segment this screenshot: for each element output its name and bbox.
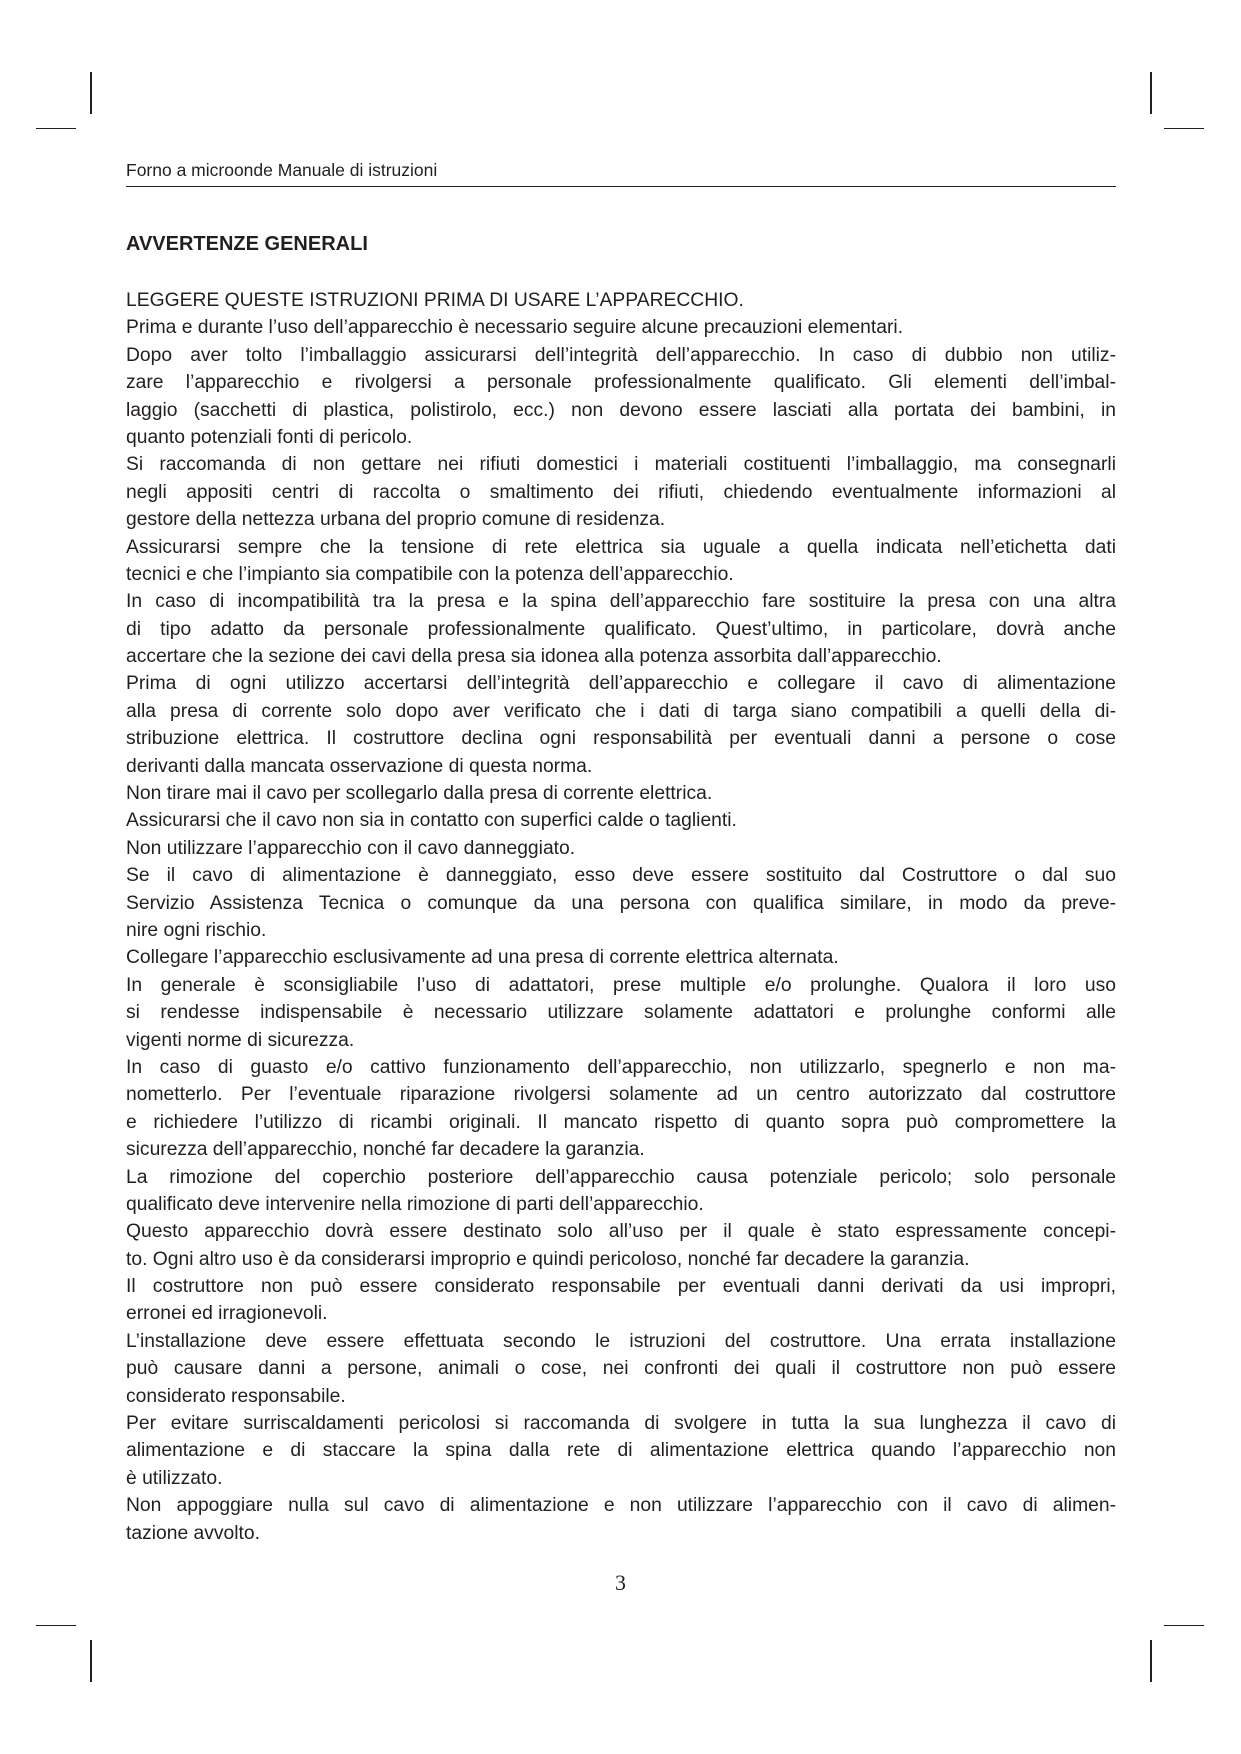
paragraph [126,670,1116,780]
paragraph-line: Non tirare mai il cavo per scollegarlo dalla presa di corrente elettrica. [126,783,713,805]
section-heading: AVVERTENZE GENERALI [126,233,368,255]
paragraph [126,1410,1116,1492]
paragraph-line: sicurezza dell’apparecchio, nonché far decadere la garanzia. [126,1139,645,1161]
paragraph-line: La rimozione del coperchio posteriore dell’apparecchio causa potenziale pericolo; solo personale [126,1166,1116,1188]
paragraph [126,835,1116,862]
paragraph [126,944,1116,971]
paragraph-line: di tipo adatto da personale professionalmente qualificato. Quest’ultimo, in particolare, dovrà anche [126,618,1116,640]
paragraph-line: Prima di ogni utilizzo accertarsi dell’integrità dell’apparecchio e collegare il cavo di alimentazione [126,673,1116,695]
paragraph [126,1218,1116,1273]
paragraph [126,1492,1116,1547]
paragraph-line: Si raccomanda di non gettare nei rifiuti domestici i materiali costituenti l’imballaggio, ma consegnarli [126,454,1116,476]
paragraph-line: Prima e durante l’uso dell’apparecchio è necessario seguire alcune precauzioni elementari. [126,317,904,339]
paragraph [126,314,1116,341]
paragraph-line: gestore della nettezza urbana del proprio comune di residenza. [126,509,666,531]
paragraph-line: zare l’apparecchio e rivolgersi a personale professionalmente qualificato. Gli elementi dell’imbal- [126,372,1116,394]
paragraph-line: In generale è sconsigliabile l’uso di adattatori, prese multiple e/o prolunghe. Qualora il loro uso [126,974,1116,996]
paragraph-line: Servizio Assistenza Tecnica o comunque da una persona con qualifica similare, in modo da preve- [126,892,1116,914]
paragraph-line: tecnici e che l’impianto sia compatibile con la potenza dell’apparecchio. [126,563,734,585]
paragraph [126,807,1116,834]
crop-mark-top-right-h [1164,128,1204,129]
paragraph-line: vigenti norme di sicurezza. [126,1029,355,1051]
paragraph-line: to. Ogni altro uso è da considerarsi improprio e quindi pericoloso, nonché far decadere la garanzia. [126,1248,970,1270]
crop-mark-top-right [1150,72,1152,114]
paragraph-line: accertare che la sezione dei cavi della presa sia idonea alla potenza assorbita dall’apparecchio. [126,646,942,668]
paragraph [126,972,1116,1054]
paragraph-line: e richiedere l’utilizzo di ricambi originali. Il mancato rispetto di quanto sopra può compromettere la [126,1111,1116,1133]
paragraph [126,342,1116,452]
crop-mark-bottom-right-h [1164,1625,1204,1626]
crop-mark-bottom-left-h [36,1625,76,1626]
paragraph-line: nire ogni rischio. [126,919,267,941]
paragraph-line: tazione avvolto. [126,1522,260,1544]
paragraph-line: Questo apparecchio dovrà essere destinato solo all’uso per il quale è stato espressamente concepi- [126,1221,1116,1243]
paragraph-line: In caso di incompatibilità tra la presa e la spina dell’apparecchio fare sostituire la presa con una altra [126,591,1116,613]
paragraph-line: Il costruttore non può essere considerato responsabile per eventuali danni derivati da usi impropri, [126,1276,1116,1298]
paragraph-line: Collegare l’apparecchio esclusivamente ad una presa di corrente elettrica alternata. [126,947,839,969]
paragraph-line: erronei ed irragionevoli. [126,1303,328,1325]
crop-mark-bottom-right [1150,1640,1152,1682]
paragraph [126,588,1116,670]
paragraph-line: LEGGERE QUESTE ISTRUZIONI PRIMA DI USARE L’APPARECCHIO. [126,290,744,311]
paragraph-line: Assicurarsi sempre che la tensione di rete elettrica sia uguale a quella indicata nell’etichetta dati [126,536,1116,558]
page-number: 3 [615,1570,626,1595]
crop-mark-top-left-h [36,128,76,129]
paragraph-line: In caso di guasto e/o cattivo funzionamento dell’apparecchio, non utilizzarlo, spegnerlo e non ma- [126,1056,1116,1078]
crop-mark-top-left [90,72,92,114]
paragraph [126,1164,1116,1219]
paragraph-line: considerato responsabile. [126,1385,346,1407]
paragraph-line: L’installazione deve essere effettuata secondo le istruzioni del costruttore. Una errata installazione [126,1330,1116,1352]
paragraph-line: derivanti dalla mancata osservazione di questa norma. [126,755,593,777]
paragraph-line: Se il cavo di alimentazione è danneggiato, esso deve essere sostituito dal Costruttore o dal suo [126,865,1116,887]
paragraph-line: quanto potenziali fonti di pericolo. [126,426,413,448]
header-rule [126,186,1116,187]
paragraph [126,862,1116,944]
paragraph-line: stribuzione elettrica. Il costruttore declina ogni responsabilità per eventuali danni a persone o cose [126,728,1116,750]
paragraph-line: laggio (sacchetti di plastica, polistirolo, ecc.) non devono essere lasciati alla portata dei bambini, in [126,399,1116,421]
header-title: Forno a microonde Manuale di istruzioni [126,160,438,180]
paragraph-line: Non appoggiare nulla sul cavo di alimentazione e non utilizzare l’apparecchio con il cavo di alimen- [126,1495,1116,1517]
paragraph-line: alla presa di corrente solo dopo aver verificato che i dati di targa siano compatibili a quelli della di- [126,700,1116,722]
paragraph [126,780,1116,807]
paragraph-line: Assicurarsi che il cavo non sia in contatto con superfici calde o taglienti. [126,810,737,832]
paragraph-line: alimentazione e di staccare la spina dalla rete di alimentazione elettrica quando l’apparecchio non [126,1440,1116,1462]
paragraph-line: Non utilizzare l’apparecchio con il cavo danneggiato. [126,837,576,859]
paragraph-line: Per evitare surriscaldamenti pericolosi si raccomanda di svolgere in tutta la sua lunghezza il cavo di [126,1413,1116,1435]
paragraph [126,287,1116,314]
crop-mark-bottom-left [90,1640,92,1682]
paragraph-line: si rendesse indispensabile è necessario utilizzare solamente adattatori e prolunghe conformi alle [126,1002,1116,1024]
body-text [126,287,1116,1547]
paragraph-line: può causare danni a persone, animali o cose, nei confronti dei quali il costruttore non può essere [126,1358,1116,1380]
paragraph-line: qualificato deve intervenire nella rimozione di parti dell’apparecchio. [126,1193,704,1215]
paragraph-line: Dopo aver tolto l’imballaggio assicurarsi dell’integrità dell’apparecchio. In caso di dubbio non utiliz- [126,344,1116,366]
paragraph-line: nometterlo. Per l’eventuale riparazione rivolgersi solamente ad un centro autorizzato dal costruttore [126,1084,1116,1106]
paragraph-line: è utilizzato. [126,1467,223,1489]
paragraph-line: negli appositi centri di raccolta o smaltimento dei rifiuti, chiedendo eventualmente informazioni al [126,481,1116,503]
paragraph [126,1273,1116,1328]
paragraph [126,1054,1116,1164]
paragraph [126,534,1116,589]
paragraph [126,451,1116,533]
paragraph [126,1328,1116,1410]
